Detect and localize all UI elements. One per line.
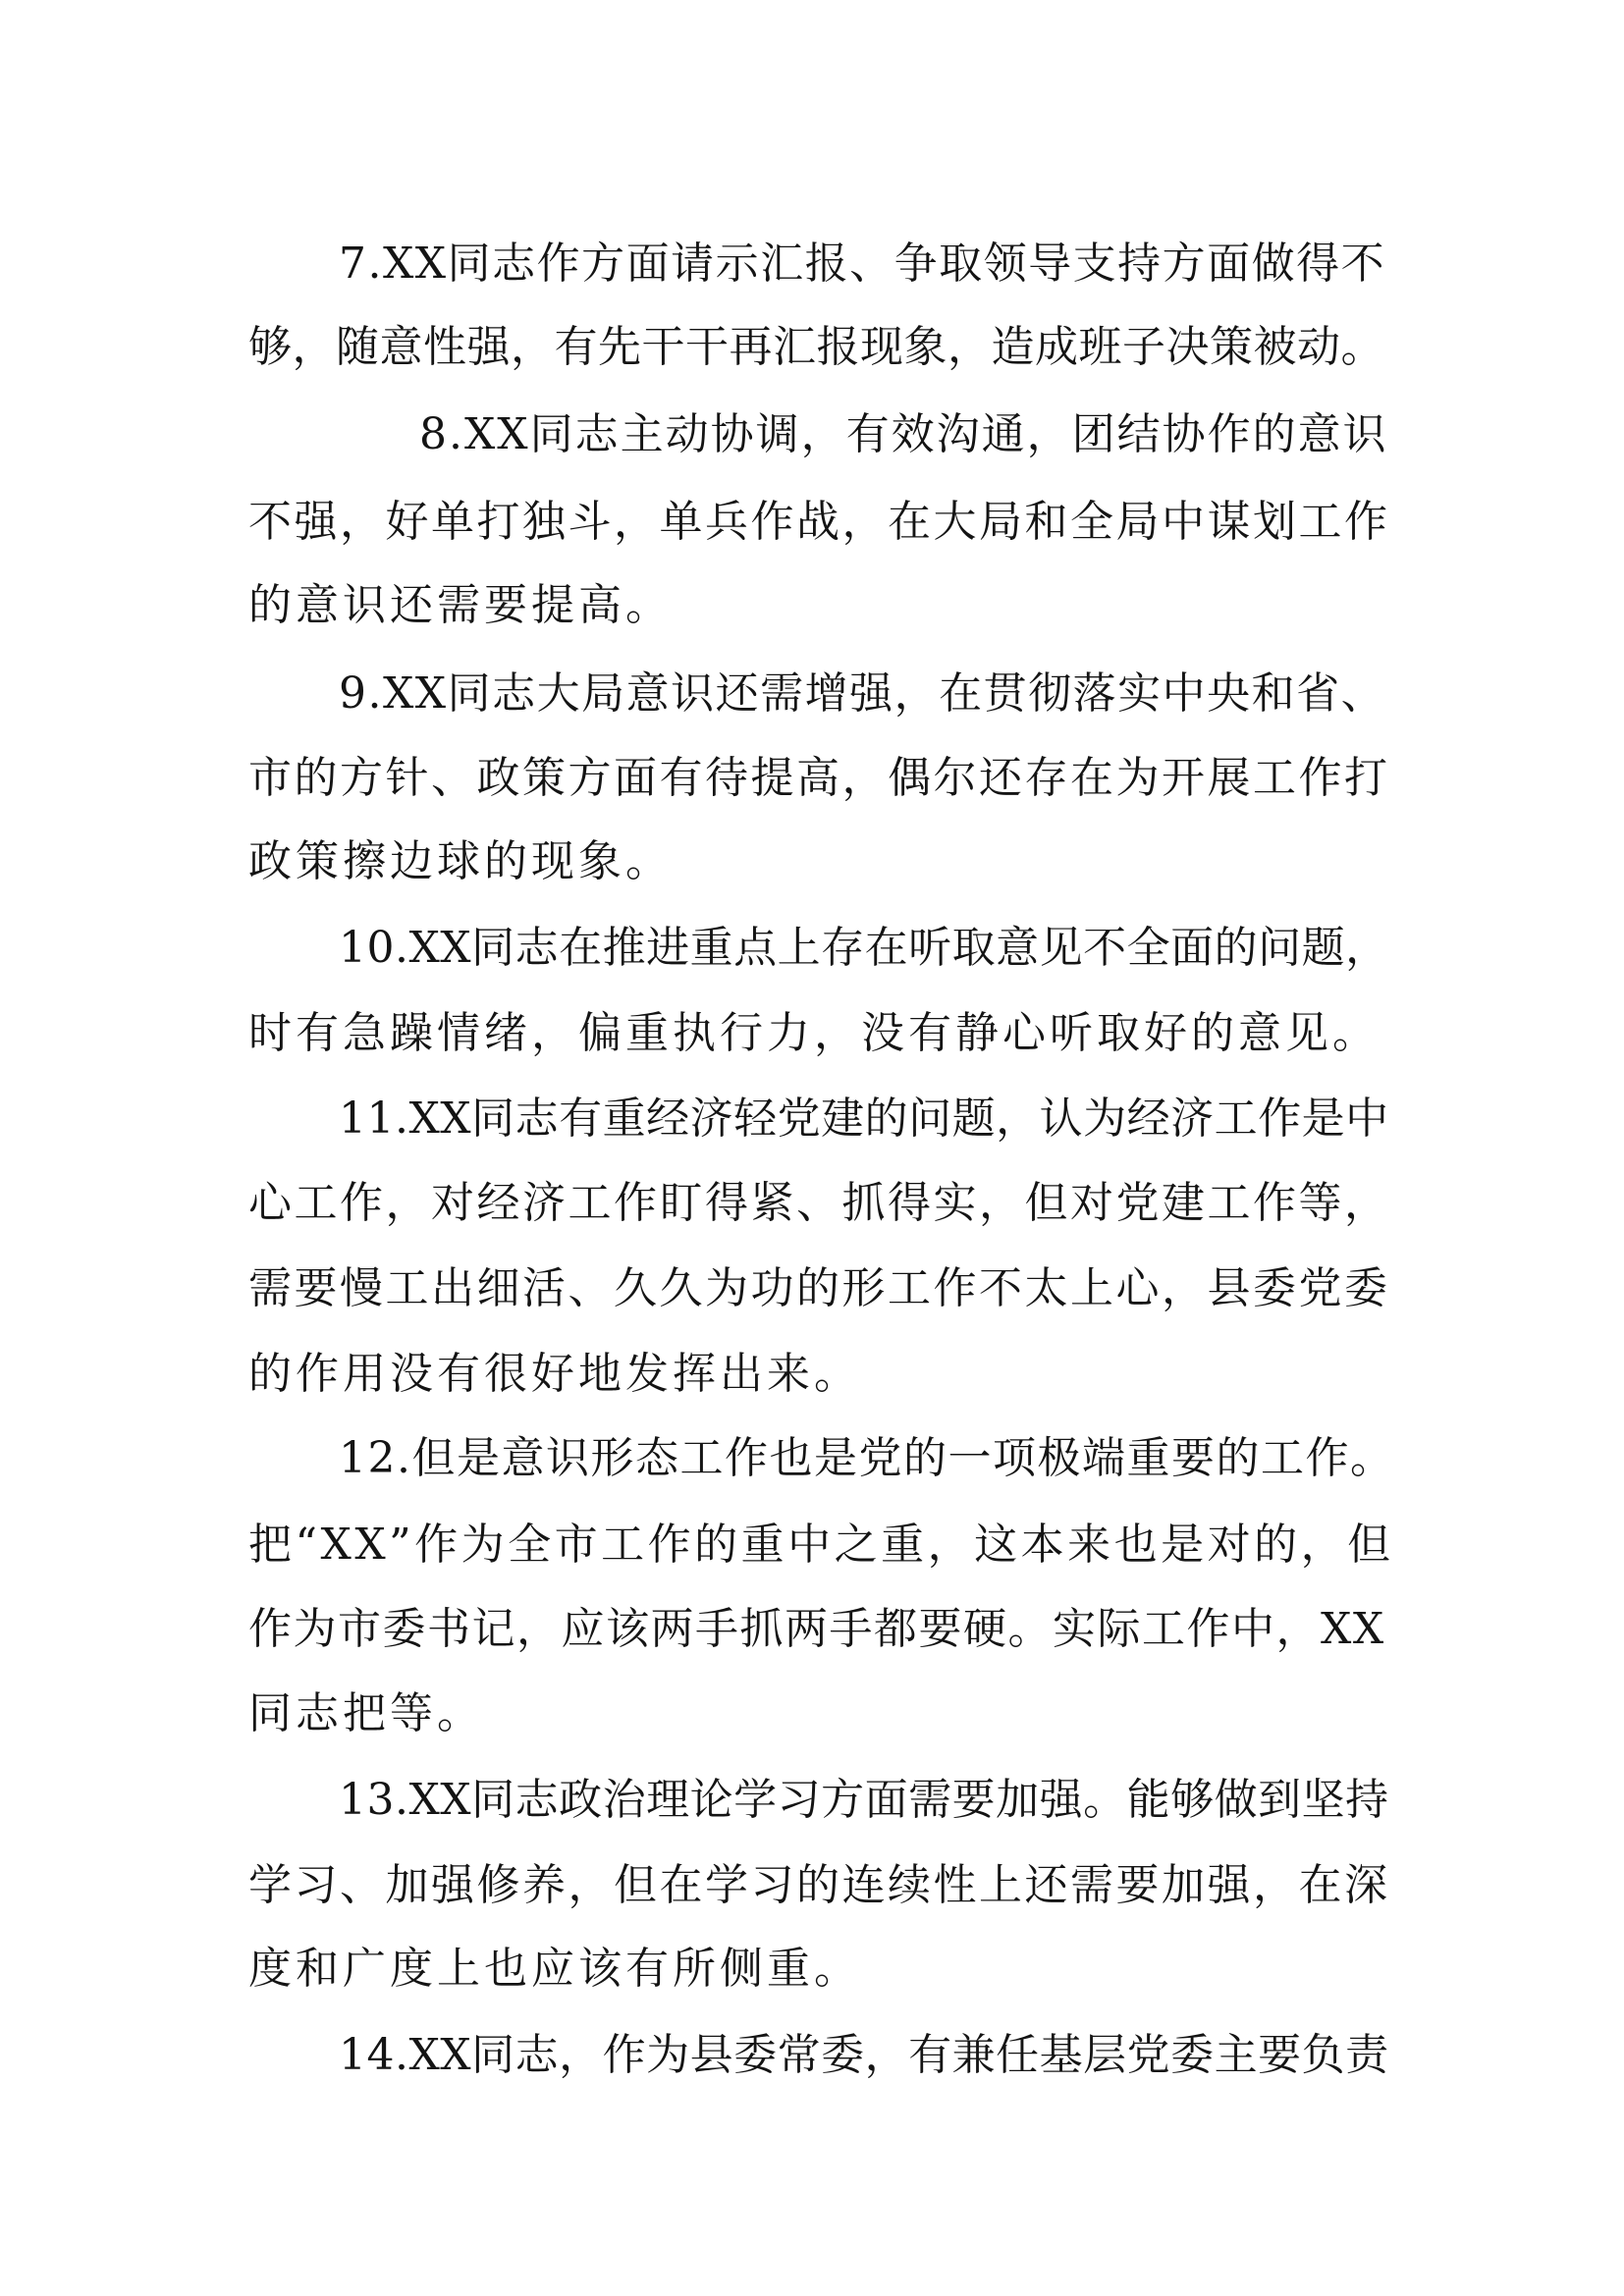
- text-line: 时有急躁情绪，偏重执行力，没有静心听取好的意见。: [248, 1008, 1380, 1058]
- text-line: 8.XX同志主动协调，有效沟通，团结协作的意识: [419, 409, 1388, 459]
- text-line: 学习、加强修养，但在学习的连续性上还需要加强，在深: [248, 1860, 1390, 1910]
- text-line: 9.XX同志大局意识还需增强，在贯彻落实中央和省、: [339, 668, 1386, 719]
- text-line: 12.但是意识形态工作也是党的一项极端重要的工作。: [339, 1433, 1395, 1483]
- text-line: 政策擦边球的现象。: [248, 836, 673, 886]
- text-line: 7.XX同志作方面请示汇报、争取领导支持方面做得不: [339, 239, 1386, 289]
- text-line: 13.XX同志政治理论学习方面需要加强。能够做到坚持: [339, 1775, 1389, 1825]
- text-line: 11.XX同志有重经济轻党建的问题，认为经济工作是中: [339, 1094, 1389, 1144]
- text-line: 作为市委书记，应该两手抓两手都要硬。实际工作中，XX: [248, 1604, 1385, 1654]
- text-line: 心工作，对经济工作盯得紧、抓得实，但对党建工作等，: [248, 1178, 1390, 1228]
- text-line: 需要慢工出细活、久久为功的形工作不太上心，县委党委: [248, 1263, 1390, 1313]
- text-line: 够，随意性强，有先干干再汇报现象，造成班子决策被动。: [248, 322, 1384, 372]
- text-line: 14.XX同志，作为县委常委，有兼任基层党委主要负责: [339, 2030, 1389, 2080]
- text-line: 10.XX同志在推进重点上存在听取意见不全面的问题，: [339, 923, 1389, 973]
- text-line: 的意识还需要提高。: [248, 580, 673, 630]
- text-line: 度和广度上也应该有所侧重。: [248, 1944, 861, 1994]
- text-line: 市的方针、政策方面有待提高，偶尔还存在为开展工作打: [248, 753, 1390, 803]
- text-line: 的作用没有很好地发挥出来。: [248, 1349, 861, 1399]
- text-line: 同志把等。: [248, 1688, 484, 1738]
- text-line: 不强，好单打独斗，单兵作战，在大局和全局中谋划工作: [248, 497, 1390, 547]
- text-line: 把“XX”作为全市工作的重中之重，这本来也是对的，但: [248, 1520, 1394, 1570]
